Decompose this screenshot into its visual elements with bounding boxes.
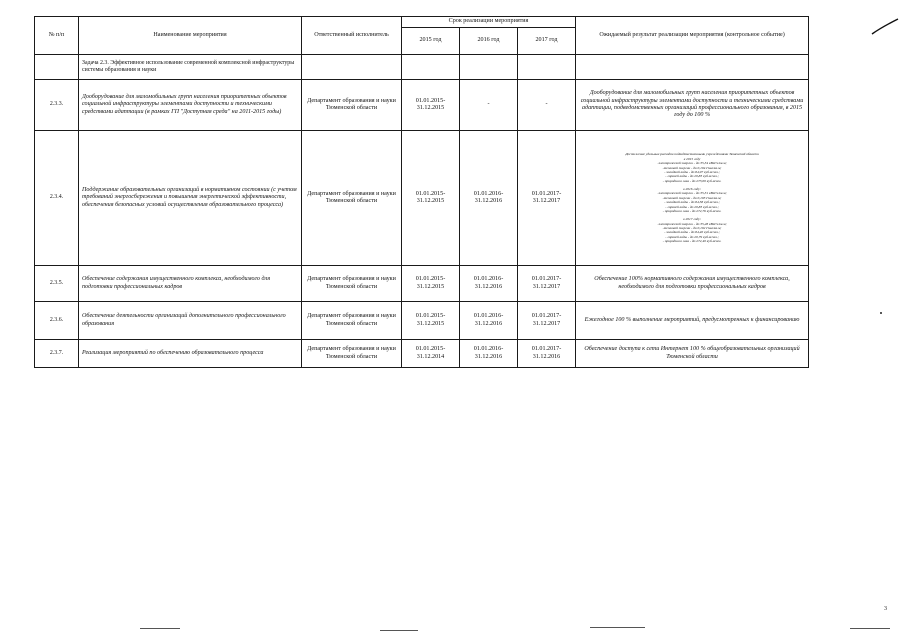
- expected-result: Обеспечение 100% нормативного содержания имущественного комплекса, необходимого для подготовки профессиональных кадров: [576, 266, 809, 302]
- term-2016: 01.01.2016-31.12.2016: [460, 340, 518, 368]
- term-2016: 01.01.2016-31.12.2016: [460, 302, 518, 340]
- result-line: - горячей воды - до 20,79 куб.м/чел.;: [665, 234, 719, 239]
- term-2016: 01.01.2016-31.12.2016: [460, 131, 518, 266]
- table-row: [35, 302, 809, 340]
- result-line: - природного газа - до 272,76 куб.м/чел.: [662, 208, 722, 213]
- result-line: Достижение удельных расходов подведомственными учреждениями Тюменской области: [625, 152, 759, 157]
- result-line: -тепловой энергии - до 0,193 Гкал/кв.м;: [662, 195, 722, 200]
- result-line: - горячей воды - до 20,83 куб.м/чел.;: [665, 204, 719, 209]
- term-2017: 01.01.2017-31.12.2016: [518, 340, 576, 368]
- table-row: [35, 131, 809, 266]
- result-line: - холодной воды - до 84,40 куб.м/чел.;: [664, 230, 720, 235]
- col-term-header: Срок реализации мероприятия: [402, 17, 576, 28]
- term-2015: 01.01.2015-31.12.2015: [402, 302, 460, 340]
- executor: Департамент образования и науки Тюменской области: [302, 302, 402, 340]
- task-num-cell: [35, 55, 79, 80]
- term-2015: 01.01.2015-31.12.2014: [402, 340, 460, 368]
- table-row-task: [35, 55, 809, 80]
- row-number: 2.3.7.: [35, 340, 79, 368]
- row-number: 2.3.5.: [35, 266, 79, 302]
- col-result-header: Ожидаемый результат реализации мероприятия (контрольное событие): [576, 17, 809, 55]
- term-2017: -: [518, 80, 576, 131]
- result-line: -тепловой энергии - до 0,192 Гкал/кв.м;: [662, 226, 722, 231]
- scan-speck: [880, 312, 882, 314]
- result-line: -тепловой энергии - до 0,194 Гкал/кв.м;: [662, 165, 722, 170]
- term-2017: 01.01.2017-31.12.2017: [518, 302, 576, 340]
- col-executor-header: Ответственный исполнитель: [302, 17, 402, 55]
- handwritten-mark: [870, 18, 900, 36]
- col-2016-header: 2016 год: [460, 28, 518, 55]
- term-2015: 01.01.2015-31.12.2015: [402, 80, 460, 131]
- expected-result: Обеспечение доступа к сети Интернет 100 % общеобразовательных организаций Тюменской области: [576, 340, 809, 368]
- executor: Департамент образования и науки Тюменской области: [302, 131, 402, 266]
- term-2016: 01.01.2016-31.12.2016: [460, 266, 518, 302]
- result-line: -электрической энергии - до 35,28 кВт•ч/кв.м;: [657, 221, 727, 226]
- measures-table: [34, 16, 809, 368]
- expected-result-list: [576, 131, 809, 266]
- scan-artifact: [850, 628, 890, 629]
- task-title: Задача 2.3. Эффективное использование современной комплексной инфраструктуры системы образования и науки: [79, 55, 302, 80]
- result-line: в 2015 году: [683, 156, 701, 161]
- result-line: - холодной воды - до 84,58 куб.м/чел.;: [664, 200, 720, 205]
- table-row: [35, 80, 809, 131]
- term-2017: 01.01.2017-31.12.2017: [518, 131, 576, 266]
- expected-result: Дооборудование для маломобильных групп населения приоритетных объектов социальной инфраструктуры элементами доступности и техническими средствами адаптации, подведомственных организаций профессионального образования, в 2015 году до 100 %: [576, 80, 809, 131]
- term-2015: 01.01.2015-31.12.2015: [402, 266, 460, 302]
- table-row: [35, 266, 809, 302]
- col-2017-header: 2017 год: [518, 28, 576, 55]
- table-row: [35, 340, 809, 368]
- col-2015-header: 2015 год: [402, 28, 460, 55]
- term-2016: -: [460, 80, 518, 131]
- page-number: 3: [884, 606, 887, 612]
- measure-name: Дооборудование для маломобильных групп населения приоритетных объектов социальной инфраструктуры элементами доступности и техническими средствами адаптации (в рамках ГП "Доступная среда" на 2011-2015 годы): [79, 80, 302, 131]
- row-number: 2.3.3.: [35, 80, 79, 131]
- measure-name: Поддержание образовательных организаций в нормативном состоянии (с учетом требований энергосбережения и повышения энергетической эффективности, обеспечения безопасных условий осуществления образовательного процесса): [79, 131, 302, 266]
- col-number-header: № п/п: [35, 17, 79, 55]
- measure-name: Обеспечение содержания имущественного комплекса, необходимого для подготовки профессиональных кадров: [79, 266, 302, 302]
- expected-result: Ежегодное 100 % выполнение мероприятий, предусмотренных к финансированию: [576, 302, 809, 340]
- scan-artifact: [140, 628, 180, 629]
- result-line: в 2016 году:: [683, 187, 701, 192]
- result-line: - природного газа - до 273,00 куб.м/чел.: [662, 178, 722, 183]
- row-number: 2.3.4.: [35, 131, 79, 266]
- row-number: 2.3.6.: [35, 302, 79, 340]
- measure-name: Обеспечение деятельности организаций дополнительного профессионального образования: [79, 302, 302, 340]
- result-line: -электрической энергии - до 35,34 кВт•ч/кв.м;: [657, 161, 727, 166]
- term-2017: 01.01.2017-31.12.2017: [518, 266, 576, 302]
- measure-name: Реализация мероприятий по обеспечению образовательного процесса: [79, 340, 302, 368]
- term-2015: 01.01.2015-31.12.2015: [402, 131, 460, 266]
- result-line: - горячей воды - до 20,83 куб.м/чел.;: [665, 174, 719, 179]
- executor: Департамент образования и науки Тюменской области: [302, 340, 402, 368]
- result-line: -электрической энергии - до 35,31 кВт•ч/кв.м;: [657, 191, 727, 196]
- col-name-header: Наименование мероприятия: [79, 17, 302, 55]
- result-line: - природного газа - до 272,40 куб.м/чел.: [662, 239, 722, 244]
- scan-artifact: [380, 630, 418, 631]
- result-line: в 2017 году:: [683, 217, 701, 222]
- executor: Департамент образования и науки Тюменской области: [302, 266, 402, 302]
- executor: Департамент образования и науки Тюменской области: [302, 80, 402, 131]
- scan-artifact: [590, 627, 645, 628]
- result-line: - холодной воды - до 84,97 куб.м/чел.;: [664, 169, 720, 174]
